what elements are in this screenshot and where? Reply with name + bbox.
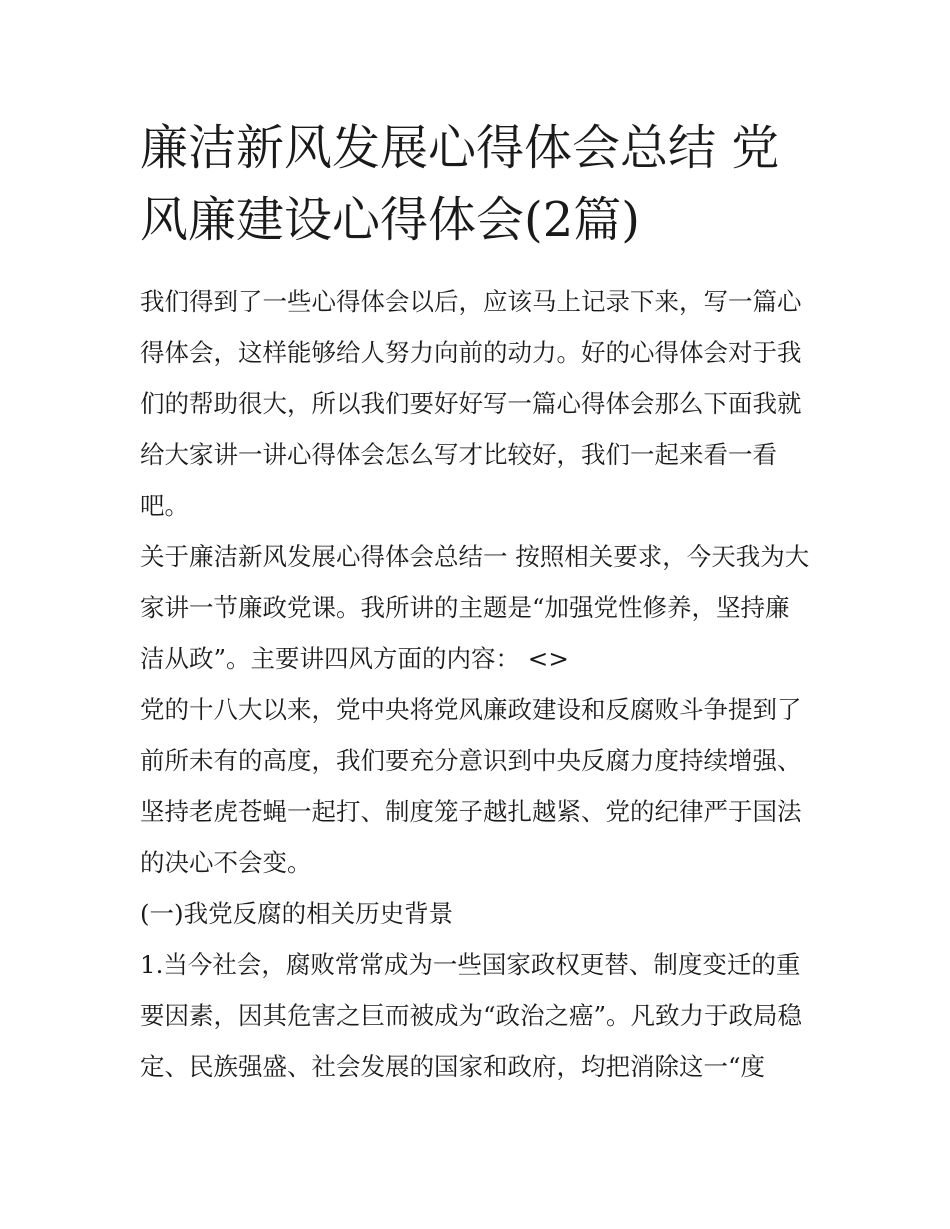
- paragraph-background: 党的十八大以来，党中央将党风廉政建设和反腐败斗争提到了前所未有的高度，我们要充分意识到中央反腐力度持续增强、坚持老虎苍蝇一起打、制度笼子越扎越紧、党的纪律严于国法的决心不会变。: [140, 695, 802, 877]
- document-title: 廉洁新风发展心得体会总结 党风廉建设心得体会(2篇): [140, 120, 780, 248]
- paragraph-lesson-intro: 关于廉洁新风发展心得体会总结一 按照相关要求，今天我为大家讲一节廉政党课。我所讲的主题是“加强党性修养，坚持廉洁从政”。主要讲四风方面的内容： <>: [140, 542, 810, 673]
- paragraph-point-1: 1.当今社会，腐败常常成为一些国家政权更替、制度变迁的重要因素，因其危害之巨而被成为“政治之癌”。凡致力于政局稳定、民族强盛、社会发展的国家和政府，均把消除这一“度: [140, 950, 803, 1081]
- document-page: [140, 112, 812, 1092]
- section-heading: (一)我党反腐的相关历史背景: [140, 899, 454, 928]
- paragraph-intro: 我们得到了一些心得体会以后，应该马上记录下来，写一篇心得体会，这样能够给人努力向前的动力。好的心得体会对于我们的帮助很大，所以我们要好好写一篇心得体会那么下面我就给大家讲一讲心得体会怎么写才比较好，我们一起来看一看吧。: [140, 287, 802, 520]
